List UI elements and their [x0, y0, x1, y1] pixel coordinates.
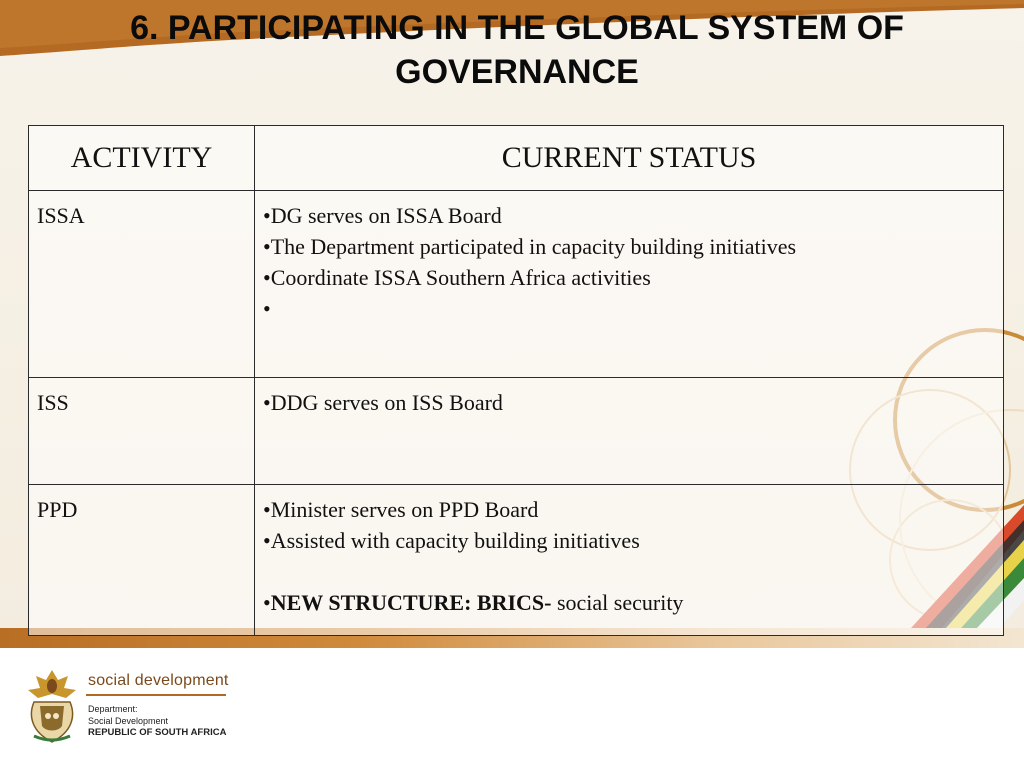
country-name: REPUBLIC OF SOUTH AFRICA [88, 727, 227, 738]
department-name: Social Development [88, 716, 169, 726]
table-header-row [29, 126, 1004, 191]
status-bullet: •Minister serves on PPD Board [263, 497, 539, 522]
table-row [29, 191, 1004, 378]
status-bullet: •Assisted with capacity building initiatives [263, 528, 640, 553]
status-bullet: • [263, 296, 271, 321]
header-current-status: CURRENT STATUS [255, 126, 1004, 191]
status-bullet: •Coordinate ISSA Southern Africa activities [263, 265, 651, 290]
status-table [28, 125, 1004, 636]
brand-divider [86, 694, 226, 696]
header-activity: ACTIVITY [29, 126, 255, 191]
status-cell [255, 378, 1004, 485]
coat-of-arms-icon [24, 668, 80, 744]
new-structure-text: social security [551, 590, 684, 615]
activity-cell: PPD [29, 485, 255, 636]
status-bullet: •DDG serves on ISS Board [263, 390, 503, 415]
table-row [29, 485, 1004, 636]
status-bullet-new-structure [263, 587, 995, 618]
status-bullet: •The Department participated in capacity building initiatives [263, 234, 797, 259]
status-cell [255, 485, 1004, 636]
department-label: Department: [88, 704, 138, 714]
footer [0, 648, 1024, 768]
table-row [29, 378, 1004, 485]
status-bullet: •DG serves on ISSA Board [263, 203, 502, 228]
slide-title: 6. PARTICIPATING IN THE GLOBAL SYSTEM OF GOVERNANCE [130, 9, 904, 91]
status-cell [255, 191, 1004, 378]
activity-cell: ISSA [29, 191, 255, 378]
new-structure-label: NEW STRUCTURE: BRICS- [270, 590, 552, 615]
bullet-mark: • [263, 590, 271, 615]
brand-name: social development [88, 672, 229, 689]
activity-cell: ISS [29, 378, 255, 485]
